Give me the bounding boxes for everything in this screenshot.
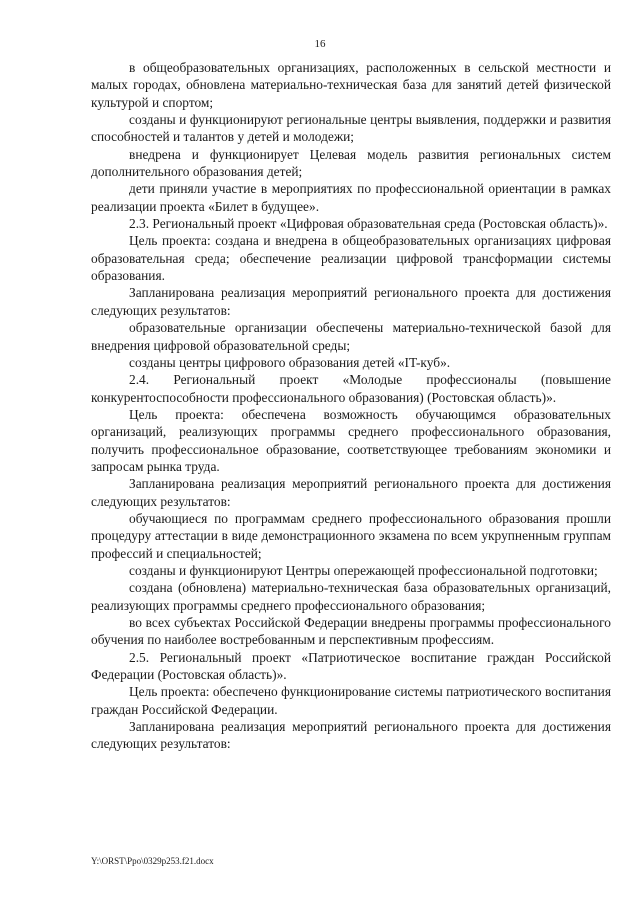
- paragraph: Цель проекта: создана и внедрена в общеобразовательных организациях цифровая образовательная среда; обеспечение реализации цифровой трансформации системы образования.: [91, 233, 611, 284]
- paragraph: созданы и функционируют региональные центры выявления, поддержки и развития способностей и талантов у детей и молодежи;: [91, 112, 611, 145]
- paragraph: созданы центры цифрового образования детей «IT-куб».: [129, 354, 451, 370]
- paragraph: во всех субъектах Российской Федерации внедрены программы профессионального обучения по наиболее востребованным и перспективным профессиям.: [91, 615, 611, 648]
- section-heading: 2.4. Региональный проект «Молодые профессионалы (повышение конкурентоспособности профессионального образования) (Ростовская область)».: [91, 372, 611, 405]
- section-heading: 2.5. Региональный проект «Патриотическое воспитание граждан Российской Федерации (Ростовская область)».: [91, 649, 611, 683]
- paragraph: Запланирована реализация мероприятий регионального проекта для достижения следующих результатов:: [91, 285, 611, 318]
- paragraph: образовательные организации обеспечены материально-технической базой для внедрения цифровой образовательной среды;: [91, 320, 611, 353]
- document-body: [91, 59, 611, 753]
- paragraph: Запланирована реализация мероприятий регионального проекта для достижения следующих результатов:: [91, 719, 611, 752]
- paragraph: внедрена и функционирует Целевая модель развития региональных систем дополнительного образования детей;: [91, 146, 611, 180]
- paragraph: в общеобразовательных организациях, расположенных в сельской местности и малых городах, обновлена материально-техническая база для занятий детей физической культурой и спортом;: [91, 60, 611, 110]
- paragraph: созданы и функционируют Центры опережающей профессиональной подготовки;: [129, 562, 598, 578]
- page-number: 16: [314, 38, 326, 50]
- paragraph: дети приняли участие в мероприятиях по профессиональной ориентации в рамках реализации проекта «Билет в будущее».: [91, 181, 611, 214]
- paragraph: Цель проекта: обеспечена возможность обучающимся образовательных организаций, реализующих программы среднего профессионального образования, получить профессиональное образование, соответствующее требованиям экономики и запросам рынка труда.: [91, 406, 611, 474]
- paragraph: Запланирована реализация мероприятий регионального проекта для достижения следующих результатов:: [91, 476, 611, 509]
- section-heading: 2.3. Региональный проект «Цифровая образовательная среда (Ростовская область)».: [129, 216, 608, 232]
- paragraph: Цель проекта: обеспечено функционирование системы патриотического воспитания граждан Российской Федерации.: [91, 684, 611, 717]
- footer-file-path: Y:\ORST\Ppo\0329p253.f21.docx: [91, 856, 214, 866]
- paragraph: создана (обновлена) материально-техническая база образовательных организаций, реализующих программы среднего профессионального образования;: [91, 580, 611, 613]
- paragraph: обучающиеся по программам среднего профессионального образования прошли процедуру аттестации в виде демонстрационного экзамена по всем укрупненным группам профессий и специальностей;: [91, 510, 611, 561]
